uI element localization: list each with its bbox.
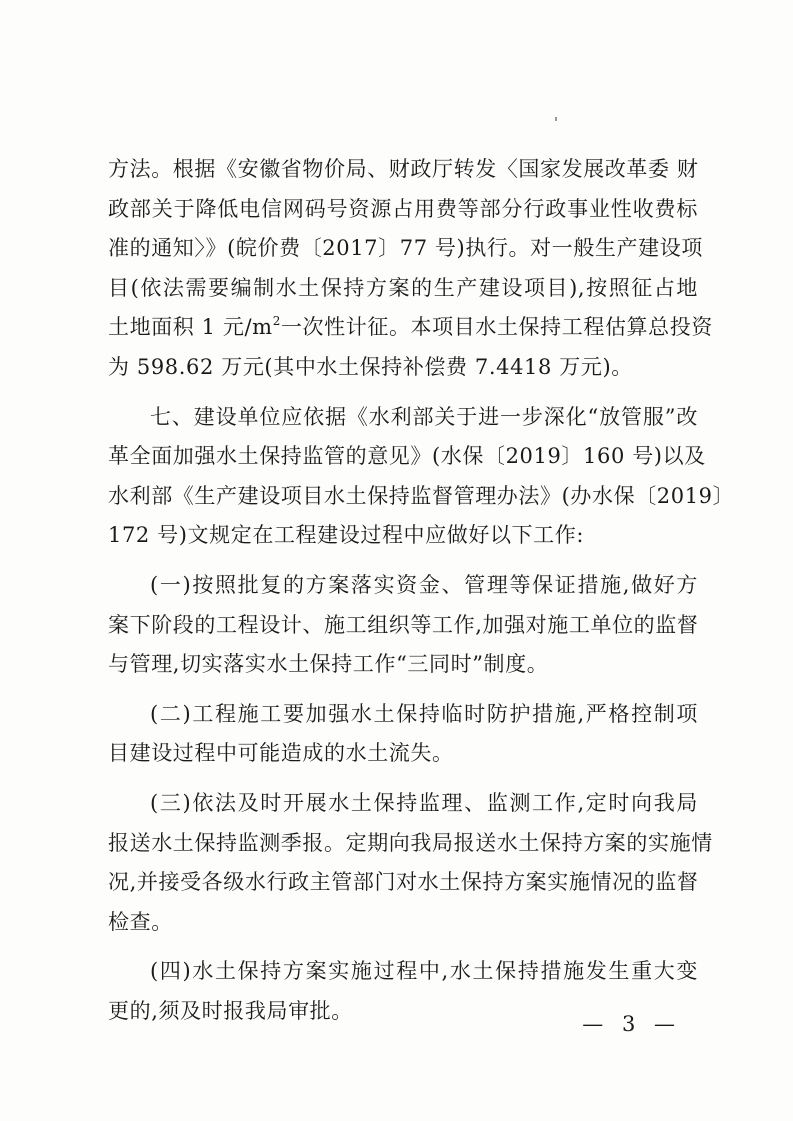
document-body bbox=[108, 150, 735, 1031]
text-line: 为 598.62 万元(其中水土保持补偿费 7.4418 万元)。 bbox=[108, 354, 633, 379]
text-line: 准的通知〉》(皖价费〔2017〕77 号)执行。对一般生产建设项 bbox=[108, 236, 703, 261]
text-line: 与管理,切实落实水土保持工作“三同时”制度。 bbox=[108, 652, 549, 677]
paragraph-start: (一)按照批复的方案落实资金、管理等保证措施,做好方 bbox=[150, 572, 698, 597]
text-run: 一次性计征。本项目水土保持工程估算总投资 bbox=[280, 315, 713, 340]
text-line: 方法。根据《安徽省物价局、财政厅转发〈国家发展改革委 财 bbox=[108, 157, 699, 181]
text-line: 172 号)文规定在工程建设过程中应做好以下工作: bbox=[108, 523, 585, 548]
text-line: 况,并接受各级水行政主管部门对水土保持方案实施情况的监督 bbox=[108, 870, 699, 895]
paragraph-start: (三)依法及时开展水土保持监理、监测工作,定时向我局 bbox=[150, 790, 698, 815]
page-number: — 3 — bbox=[582, 1012, 681, 1036]
text-line: 案下阶段的工程设计、施工组织等工作,加强对施工单位的监督 bbox=[108, 612, 699, 637]
paragraph-start: (四)水土保持方案实施过程中,水土保持措施发生重大变 bbox=[150, 959, 698, 984]
text-line: 检查。 bbox=[108, 909, 173, 934]
superscript: 2 bbox=[272, 314, 281, 329]
text-line: 报送水土保持监测季报。定期向我局报送水土保持方案的实施情 bbox=[108, 830, 713, 855]
text-run: 土地面积 1 元/m bbox=[108, 315, 273, 340]
text-line: 革全面加强水土保持监管的意见》(水保〔2019〕160 号)以及 bbox=[108, 444, 706, 469]
text-line: 更的,须及时报我局审批。 bbox=[108, 998, 353, 1023]
text-line: 目(依法需要编制水土保持方案的生产建设项目),按照征占地 bbox=[108, 275, 698, 300]
paragraph-start: (二)工程施工要加强水土保持临时防护措施,严格控制项 bbox=[150, 701, 698, 726]
text-line bbox=[108, 308, 713, 348]
text-line: 目建设过程中可能造成的水土流失。 bbox=[108, 741, 454, 766]
scan-speck bbox=[555, 117, 557, 121]
text-line: 政部关于降低电信网码号资源占用费等部分行政事业性收费标 bbox=[108, 196, 698, 221]
paragraph-start: 七、建设单位应依据《水利部关于进一步深化“放管服”改 bbox=[150, 404, 698, 429]
text-line: 水利部《生产建设项目水土保持监督管理办法》(办水保〔2019〕 bbox=[108, 483, 735, 508]
